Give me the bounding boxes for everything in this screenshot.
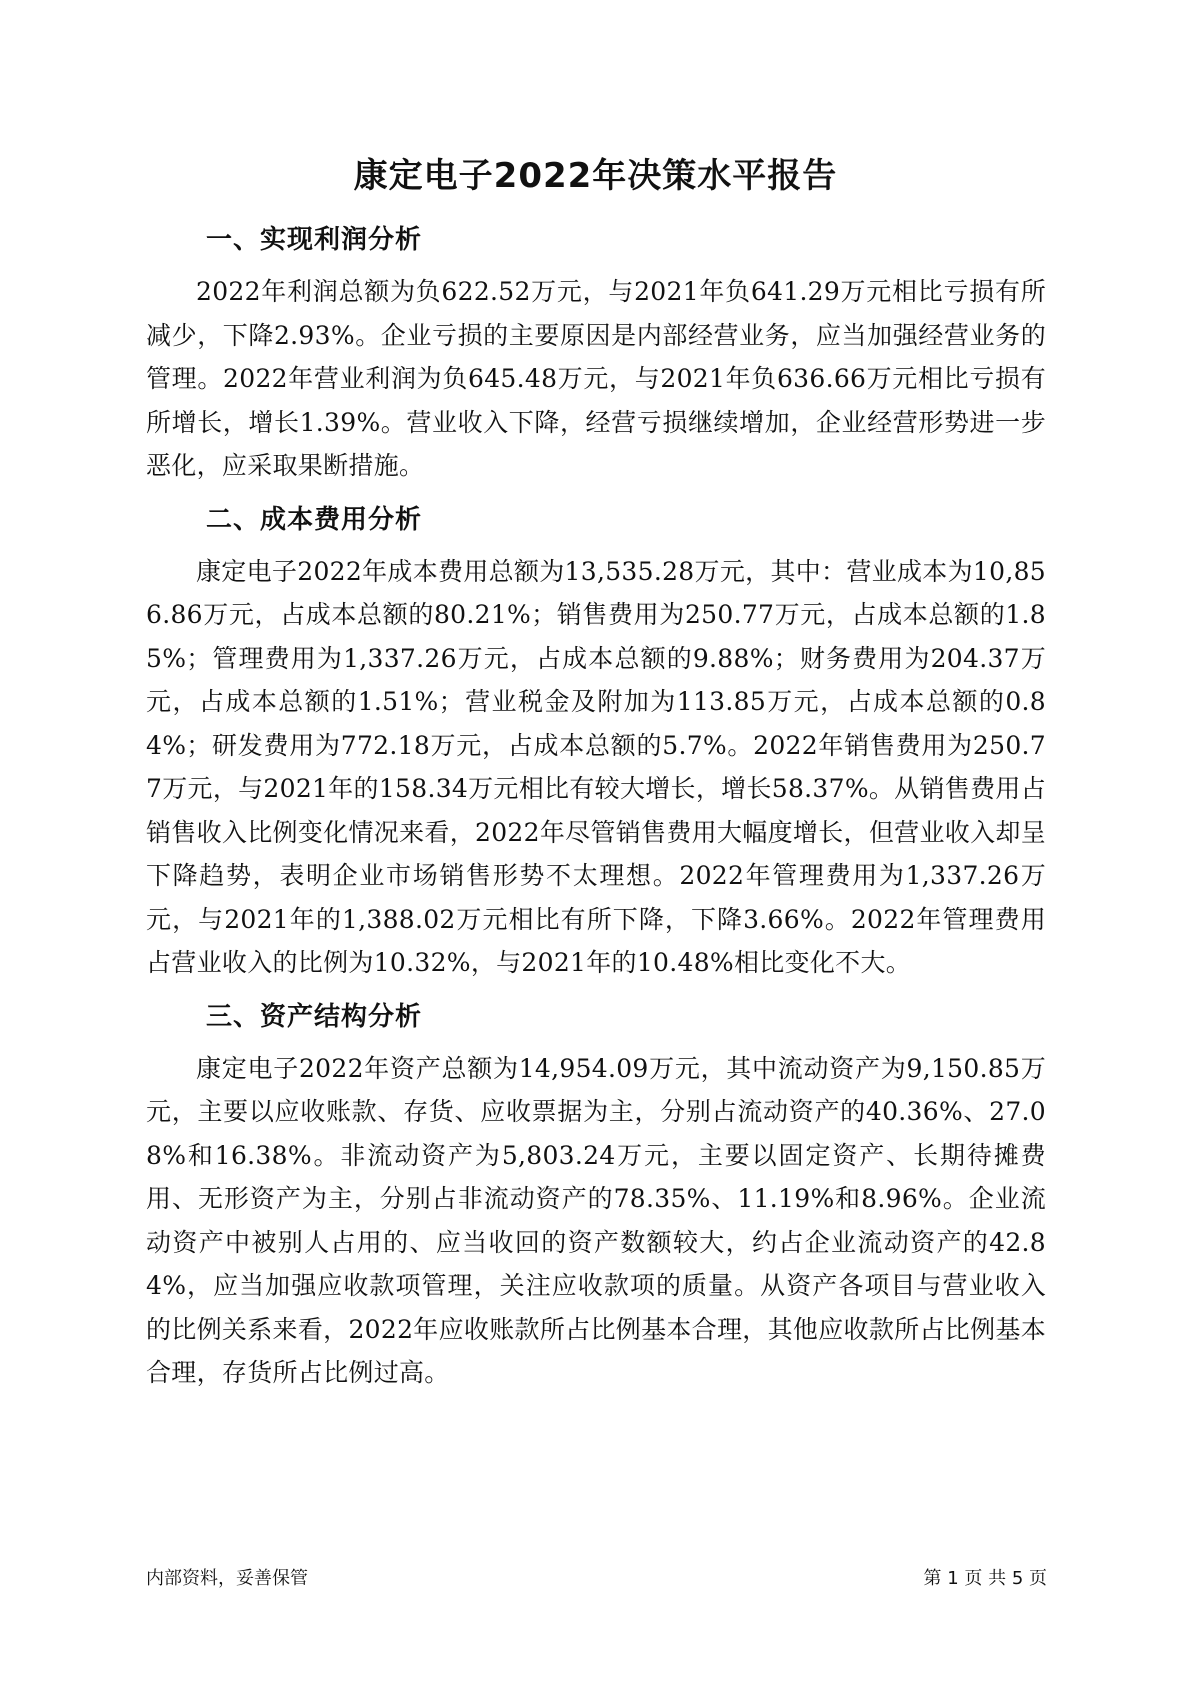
section-heading: 二、成本费用分析: [206, 504, 423, 535]
section-paragraph: 康定电子2022年成本费用总额为13,535.28万元，其中：营业成本为10,856.86万元，占成本总额的80.21%；销售费用为250.77万元，占成本总额的1.85%；管理费用为1,337.26万元，占成本总额的9.88%；财务费用为204.37万元，占成本总额的1.51%；营业税金及附加为113.85万元，占成本总额的0.84%；研发费用为772.18万元，占成本总额的5.7%。2022年销售费用为250.77万元，与2021年的158.34万元相比有较大增长，增长58.37%。从销售费用占销售收入比例变化情况来看，2022年尽管销售费用大幅度增长，但营业收入却呈下降趋势，表明企业市场销售形势不太理想。2022年管理费用为1,337.26万元，与2021年的1,388.02万元相比有所下降，下降3.66%。2022年管理费用占营业收入的比例为10.32%，与2021年的10.48%相比变化不大。: [146, 556, 1046, 977]
section-paragraph: 康定电子2022年资产总额为14,954.09万元，其中流动资产为9,150.85万元，主要以应收账款、存货、应收票据为主，分别占流动资产的40.36%、27.08%和16.38%。非流动资产为5,803.24万元，主要以固定资产、长期待摊费用、无形资产为主，分别占非流动资产的78.35%、11.19%和8.96%。企业流动资产中被别人占用的、应当收回的资产数额较大，约占企业流动资产的42.84%，应当加强应收款项管理，关注应收款项的质量。从资产各项目与营业收入的比例关系来看，2022年应收账款所占比例基本合理，其他应收款所占比例基本合理，存货所占比例过高。: [146, 1053, 1046, 1387]
section-heading: 三、资产结构分析: [206, 1001, 423, 1032]
section-asset-structure-analysis: [146, 999, 1046, 1395]
footer-confidential-note: 内部资料，妥善保管: [146, 1568, 308, 1589]
section-heading: 一、实现利润分析: [206, 225, 423, 255]
document-body: [146, 222, 1046, 1409]
document-title: 康定电子2022年决策水平报告: [353, 156, 838, 196]
section-paragraph: 2022年利润总额为负622.52万元，与2021年负641.29万元相比亏损有所减少，下降2.93%。企业亏损的主要原因是内部经营业务，应当加强经营业务的管理。2022年营业利润为负645.48万元，与2021年负636.66万元相比亏损有所增长，增长1.39%。营业收入下降，经营亏损继续增加，企业经营形势进一步恶化，应采取果断措施。: [146, 277, 1046, 480]
footer-page-number: 第 1 页 共 5 页: [923, 1568, 1047, 1589]
section-profit-analysis: [146, 222, 1046, 488]
section-cost-analysis: [146, 502, 1046, 985]
